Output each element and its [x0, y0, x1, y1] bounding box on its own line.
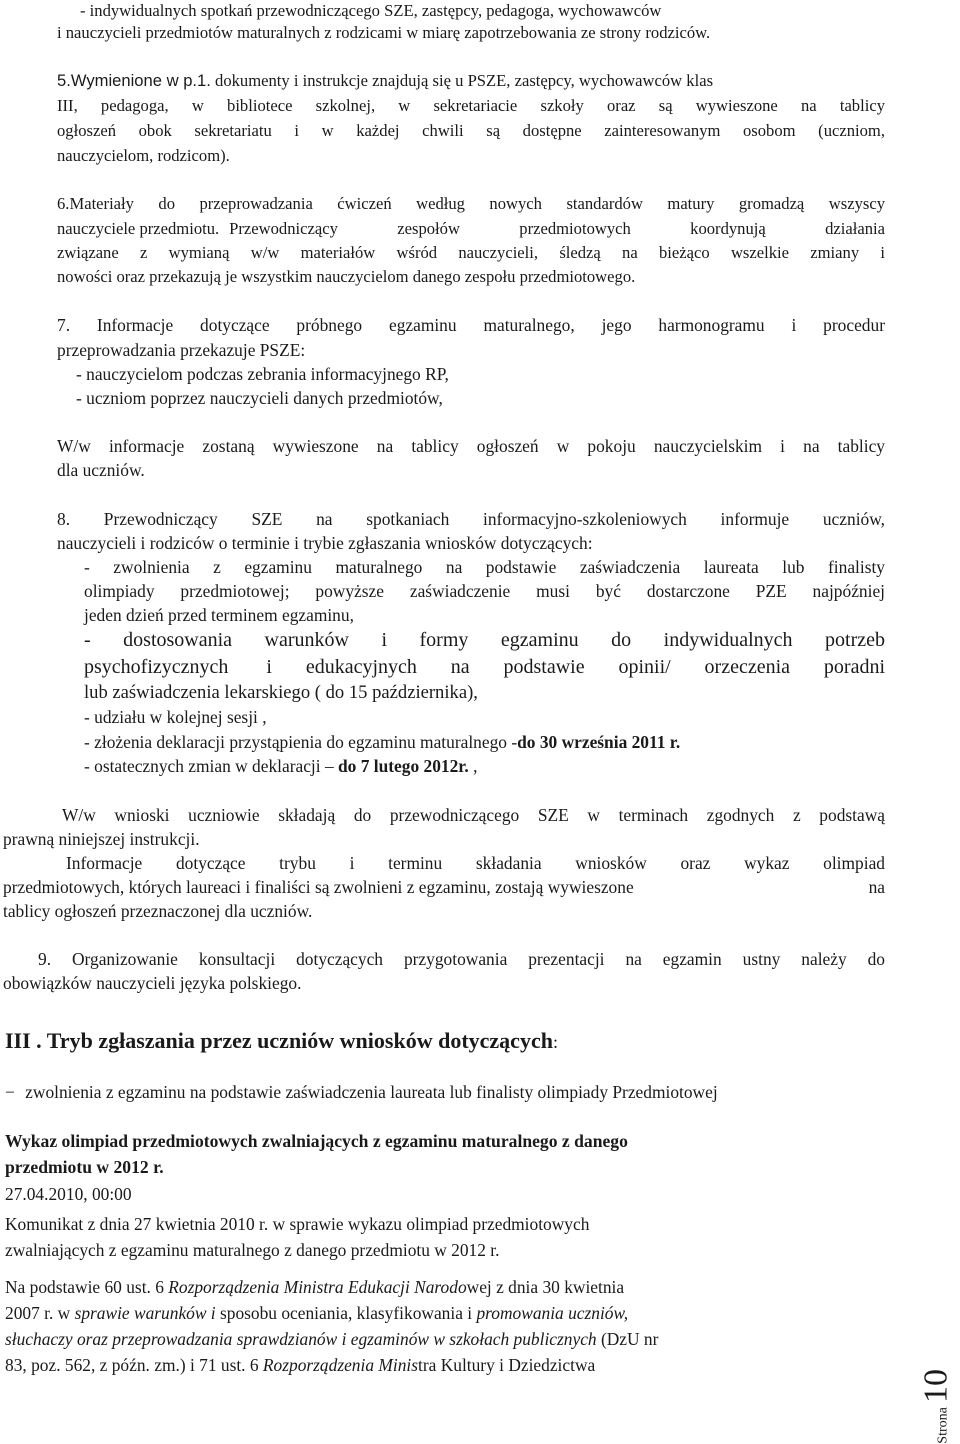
point-8-list-item: - zwolnienia z egzaminu maturalnego na podstawie zaświadczenia laureata lub finalisty: [84, 557, 885, 577]
point-8-list-item: [84, 732, 680, 752]
section-3-title: III . Tryb zgłaszania przez uczniów wniosków dotyczących: [5, 1028, 553, 1053]
paragraph-line: i nauczycieli przedmiotów maturalnych z rodzicami w miarę zapotrzebowania ze strony rodziców.: [57, 23, 711, 42]
legal-text: Na podstawie 60 ust. 6: [5, 1277, 169, 1297]
paragraph-line: tablicy ogłoszeń przeznaczonej dla uczniów.: [3, 901, 313, 921]
legal-basis-line: [5, 1355, 595, 1375]
point-6-line: [57, 219, 885, 238]
point-8-list-item: - udziału w kolejnej sesji ,: [84, 707, 267, 727]
point-8-text: i edukacyjnych na podstawie opinii/ orzeczenia poradni: [266, 656, 885, 678]
point-5-line: III, pedagoga, w bibliotece szkolnej, w sekretariacie szkoły oraz są wywieszone na tablicy: [57, 96, 885, 115]
point-5-line: [57, 71, 885, 90]
legal-text: słuchaczy oraz przeprowadzania sprawdzianów i egzaminów w szkołach publicznych: [5, 1329, 597, 1349]
legal-text: 2007 r. w: [5, 1303, 75, 1323]
legal-text: Rozporządzenia Minis: [262, 1355, 418, 1375]
point-7-line: przeprowadzania przekazuje PSZE:: [57, 340, 306, 360]
point-7-list-item: - nauczycielom podczas zebrania informacyjnego RP,: [76, 364, 449, 384]
point-8-text: - złożenia deklaracji przystąpienia do egzaminu maturalnego -: [84, 732, 518, 752]
legal-text: sprawie warunków i: [74, 1303, 216, 1323]
point-5-label: 5.Wymienione w p.1.: [57, 71, 211, 90]
section-3-heading: [5, 1028, 558, 1053]
legal-text: Rozporządzenia Ministra Edukacji Narodo: [168, 1277, 467, 1297]
wykaz-title: Wykaz olimpiad przedmiotowych zwalniających z egzaminu maturalnego z danego: [5, 1131, 628, 1151]
legal-text: (DzU nr: [596, 1329, 659, 1349]
point-6-line: nowości oraz przekazują je wszystkim nauczycielom danego zespołu przedmiotowego.: [57, 267, 636, 286]
page-number-footer: [918, 1369, 956, 1444]
point-5-line: nauczycielom, rodzicom).: [57, 146, 230, 165]
wykaz-date: 27.04.2010, 00:00: [5, 1184, 132, 1204]
section-3-item-text: zwolnienia z egzaminu na podstawie zaświadczenia laureata lub finalisty olimpiady Przedmiotowej: [25, 1082, 718, 1102]
point-5-line: ogłoszeń obok sekretariatu i w każdej chwili są dostępne zainteresowanym osobom (uczniom,: [57, 121, 885, 140]
paragraph-text: na: [868, 877, 885, 897]
point-8-text: psychofizycznych: [84, 656, 229, 678]
point-5-text: dokumenty i instrukcje znajdują się u PSZE, zastępcy, wychowawców klas: [215, 71, 714, 90]
komunikat-line: Komunikat z dnia 27 kwietnia 2010 r. w sprawie wykazu olimpiad przedmiotowych: [5, 1214, 590, 1234]
point-6-text: Przewodniczący zespołów przedmiotowych koordynują działania: [229, 219, 885, 238]
point-8-line: nauczycieli i rodziców o terminie i trybie zgłaszania wniosków dotyczących:: [57, 533, 593, 553]
legal-text: tra Kultury i Dziedzictwa: [418, 1355, 596, 1375]
wykaz-title: przedmiotu w 2012 r.: [5, 1157, 164, 1177]
legal-text: sposobu oceniania, klasyfikowania i: [215, 1303, 477, 1323]
paragraph-line: - indywidualnych spotkań przewodniczącego SZE, zastępcy, pedagoga, wychowawców: [80, 1, 662, 20]
point-8-list-item: olimpiady przedmiotowej; powyższe zaświadczenie musi być dostarczone PZE najpóźniej: [84, 581, 885, 601]
point-8-list-item: - dostosowania warunków i formy egzaminu do indywidualnych potrzeb: [84, 629, 885, 651]
paragraph-line: Informacje dotyczące trybu i terminu składania wniosków oraz wykaz olimpiad: [66, 853, 885, 873]
paragraph-line: [3, 877, 885, 897]
deadline-changes: do 7 lutego 2012r.: [338, 756, 469, 776]
komunikat-line: zwalniających z egzaminu maturalnego z danego przedmiotu w 2012 r.: [5, 1240, 500, 1260]
legal-basis-line: [5, 1277, 624, 1297]
legal-basis-line: [5, 1329, 658, 1349]
legal-text: 83, poz. 562, z późn. zm.) i 71 ust. 6: [5, 1355, 263, 1375]
point-7-line: W/w informacje zostaną wywieszone na tablicy ogłoszeń w pokoju nauczycielskim i na tablicy: [57, 436, 885, 456]
page-number: 10: [918, 1369, 955, 1403]
point-6-line: 6.Materiały do przeprowadzania ćwiczeń według nowych standardów matury gromadzą wszyscy: [57, 194, 885, 213]
point-7-list-item: - uczniom poprzez nauczycieli danych przedmiotów,: [76, 388, 443, 408]
point-7-line: dla uczniów.: [57, 460, 145, 480]
section-3-item: [5, 1082, 718, 1102]
point-7-line: 7. Informacje dotyczące próbnego egzaminu maturalnego, jego harmonogramu i procedur: [57, 315, 885, 335]
paragraph-line: prawną niniejszej instrukcji.: [3, 829, 200, 849]
legal-text: wej z dnia 30 kwietnia: [466, 1277, 625, 1297]
point-8-list-item: jeden dzień przed terminem egzaminu,: [84, 605, 354, 625]
legal-text: promowania uczniów,: [476, 1303, 629, 1323]
dash-bullet: −: [5, 1082, 15, 1102]
point-8-text: ,: [468, 756, 478, 776]
paragraph-line: W/w wnioski uczniowie składają do przewodniczącego SZE w terminach zgodnych z podstawą: [62, 805, 885, 825]
point-6-text: nauczyciele przedmiotu.: [57, 219, 220, 238]
point-8-list-item: [84, 656, 885, 679]
deadline-declaration: do 30 września 2011 r.: [517, 732, 681, 752]
point-9-line: obowiązków nauczycieli języka polskiego.: [3, 973, 302, 993]
point-6-line: związane z wymianą w/w materiałów wśród nauczycieli, śledzą na bieżąco wszelkie zmiany i: [57, 243, 885, 262]
point-8-list-item: [84, 756, 477, 776]
point-9-line: 9. Organizowanie konsultacji dotyczących przygotowania prezentacji na egzamin ustny należy do: [38, 949, 885, 969]
point-8-line: 8. Przewodniczący SZE na spotkaniach informacyjno-szkoleniowych informuje uczniów,: [57, 509, 885, 529]
point-8-list-item: lub zaświadczenia lekarskiego ( do 15 października),: [84, 682, 478, 703]
section-3-colon: :: [552, 1032, 558, 1052]
paragraph-text: przedmiotowych, których laureaci i finaliści są zwolnieni z egzaminu, zostają wywieszone: [3, 877, 634, 897]
legal-basis-line: [5, 1303, 628, 1323]
page-label: Strona: [936, 1407, 951, 1444]
point-8-text: - ostatecznych zmian w deklaracji –: [84, 756, 334, 776]
